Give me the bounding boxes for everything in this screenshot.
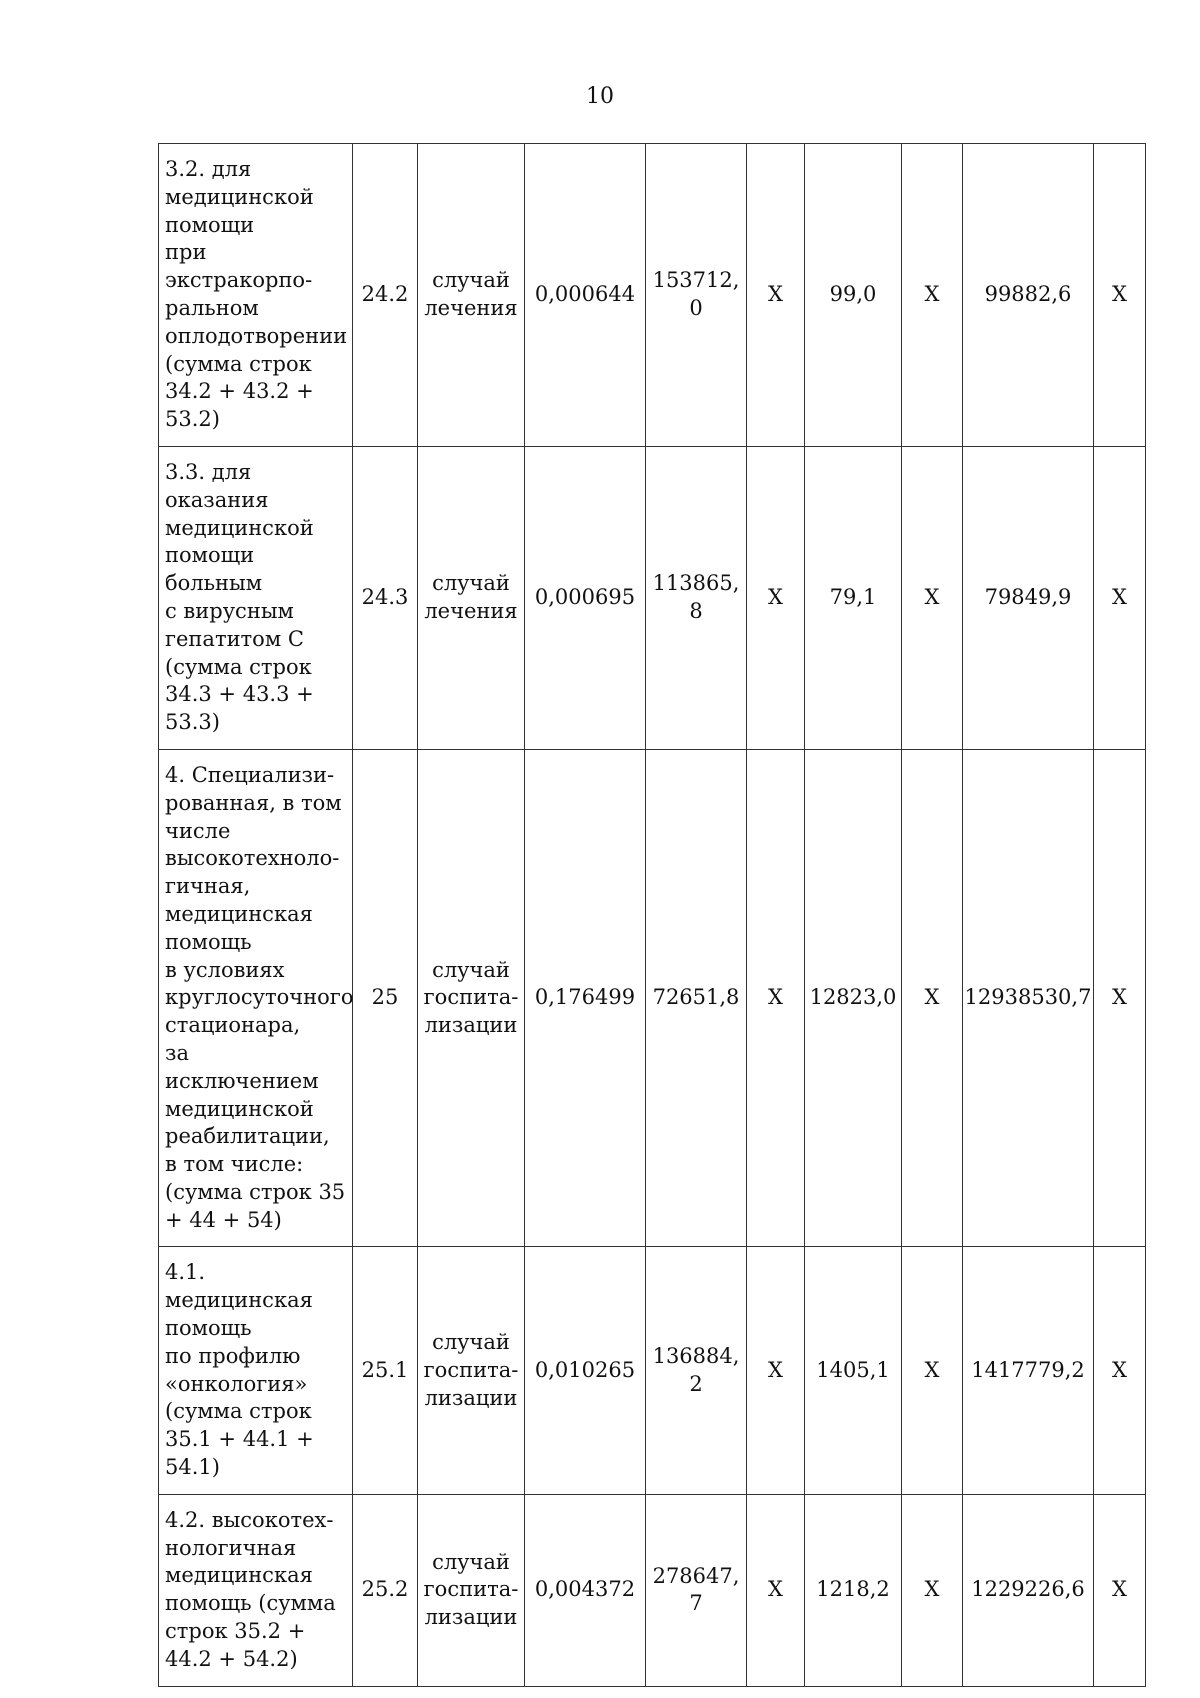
row-description: 4. Специализи- рованная, в том числе высокотехноло- гичная, медицинская помощь в условиях круглосуточного стационара, за исключением медицинской реабилитации, в том числе: (сумма строк 35 + 44 + 54) [159,749,353,1247]
row-col-6: X [747,749,805,1247]
row-col-9: 79849,9 [963,446,1094,749]
row-col-7: 1218,2 [805,1494,902,1686]
data-table [158,143,1146,1687]
row-col-9: 12938530,7 [963,749,1094,1247]
row-cost: 72651,8 [646,749,747,1247]
row-line-number: 25 [353,749,418,1247]
row-col-10: X [1094,1494,1146,1686]
row-unit: случай лечения [418,446,525,749]
row-col-7: 1405,1 [805,1247,902,1494]
row-cost: 278647, 7 [646,1494,747,1686]
table-row [159,1247,1146,1494]
row-col-7: 99,0 [805,144,902,447]
row-col-9: 1417779,2 [963,1247,1094,1494]
row-norm: 0,010265 [525,1247,646,1494]
row-unit: случай госпита- лизации [418,1247,525,1494]
row-description: 3.3. для оказания медицинской помощи больным с вирусным гепатитом С (сумма строк 34.3 + 43.3 + 53.3) [159,446,353,749]
row-cost: 153712, 0 [646,144,747,447]
row-col-6: X [747,1494,805,1686]
row-col-7: 12823,0 [805,749,902,1247]
row-col-8: X [902,749,963,1247]
row-col-6: X [747,144,805,447]
row-cost: 113865, 8 [646,446,747,749]
row-description: 3.2. для медицинской помощи при экстракорпо- ральном оплодотворении (сумма строк 34.2 + 43.2 + 53.2) [159,144,353,447]
row-unit: случай госпита- лизации [418,1494,525,1686]
table-row [159,144,1146,447]
row-norm: 0,000695 [525,446,646,749]
row-col-8: X [902,1494,963,1686]
table-row [159,749,1146,1247]
row-col-6: X [747,1247,805,1494]
row-col-10: X [1094,749,1146,1247]
row-cost: 136884, 2 [646,1247,747,1494]
row-col-8: X [902,1247,963,1494]
row-col-8: X [902,446,963,749]
row-col-10: X [1094,144,1146,447]
row-line-number: 25.2 [353,1494,418,1686]
table-row [159,446,1146,749]
row-col-6: X [747,446,805,749]
row-description: 4.1. медицинская помощь по профилю «онкология» (сумма строк 35.1 + 44.1 + 54.1) [159,1247,353,1494]
page-number: 10 [586,84,614,109]
row-line-number: 24.2 [353,144,418,447]
row-unit: случай госпита- лизации [418,749,525,1247]
row-col-9: 99882,6 [963,144,1094,447]
row-description: 4.2. высокотех- нологичная медицинская помощь (сумма строк 35.2 + 44.2 + 54.2) [159,1494,353,1686]
row-line-number: 24.3 [353,446,418,749]
row-line-number: 25.1 [353,1247,418,1494]
row-col-10: X [1094,446,1146,749]
row-norm: 0,000644 [525,144,646,447]
row-col-7: 79,1 [805,446,902,749]
table-row [159,1494,1146,1686]
row-col-10: X [1094,1247,1146,1494]
row-unit: случай лечения [418,144,525,447]
row-norm: 0,176499 [525,749,646,1247]
row-col-9: 1229226,6 [963,1494,1094,1686]
row-norm: 0,004372 [525,1494,646,1686]
row-col-8: X [902,144,963,447]
